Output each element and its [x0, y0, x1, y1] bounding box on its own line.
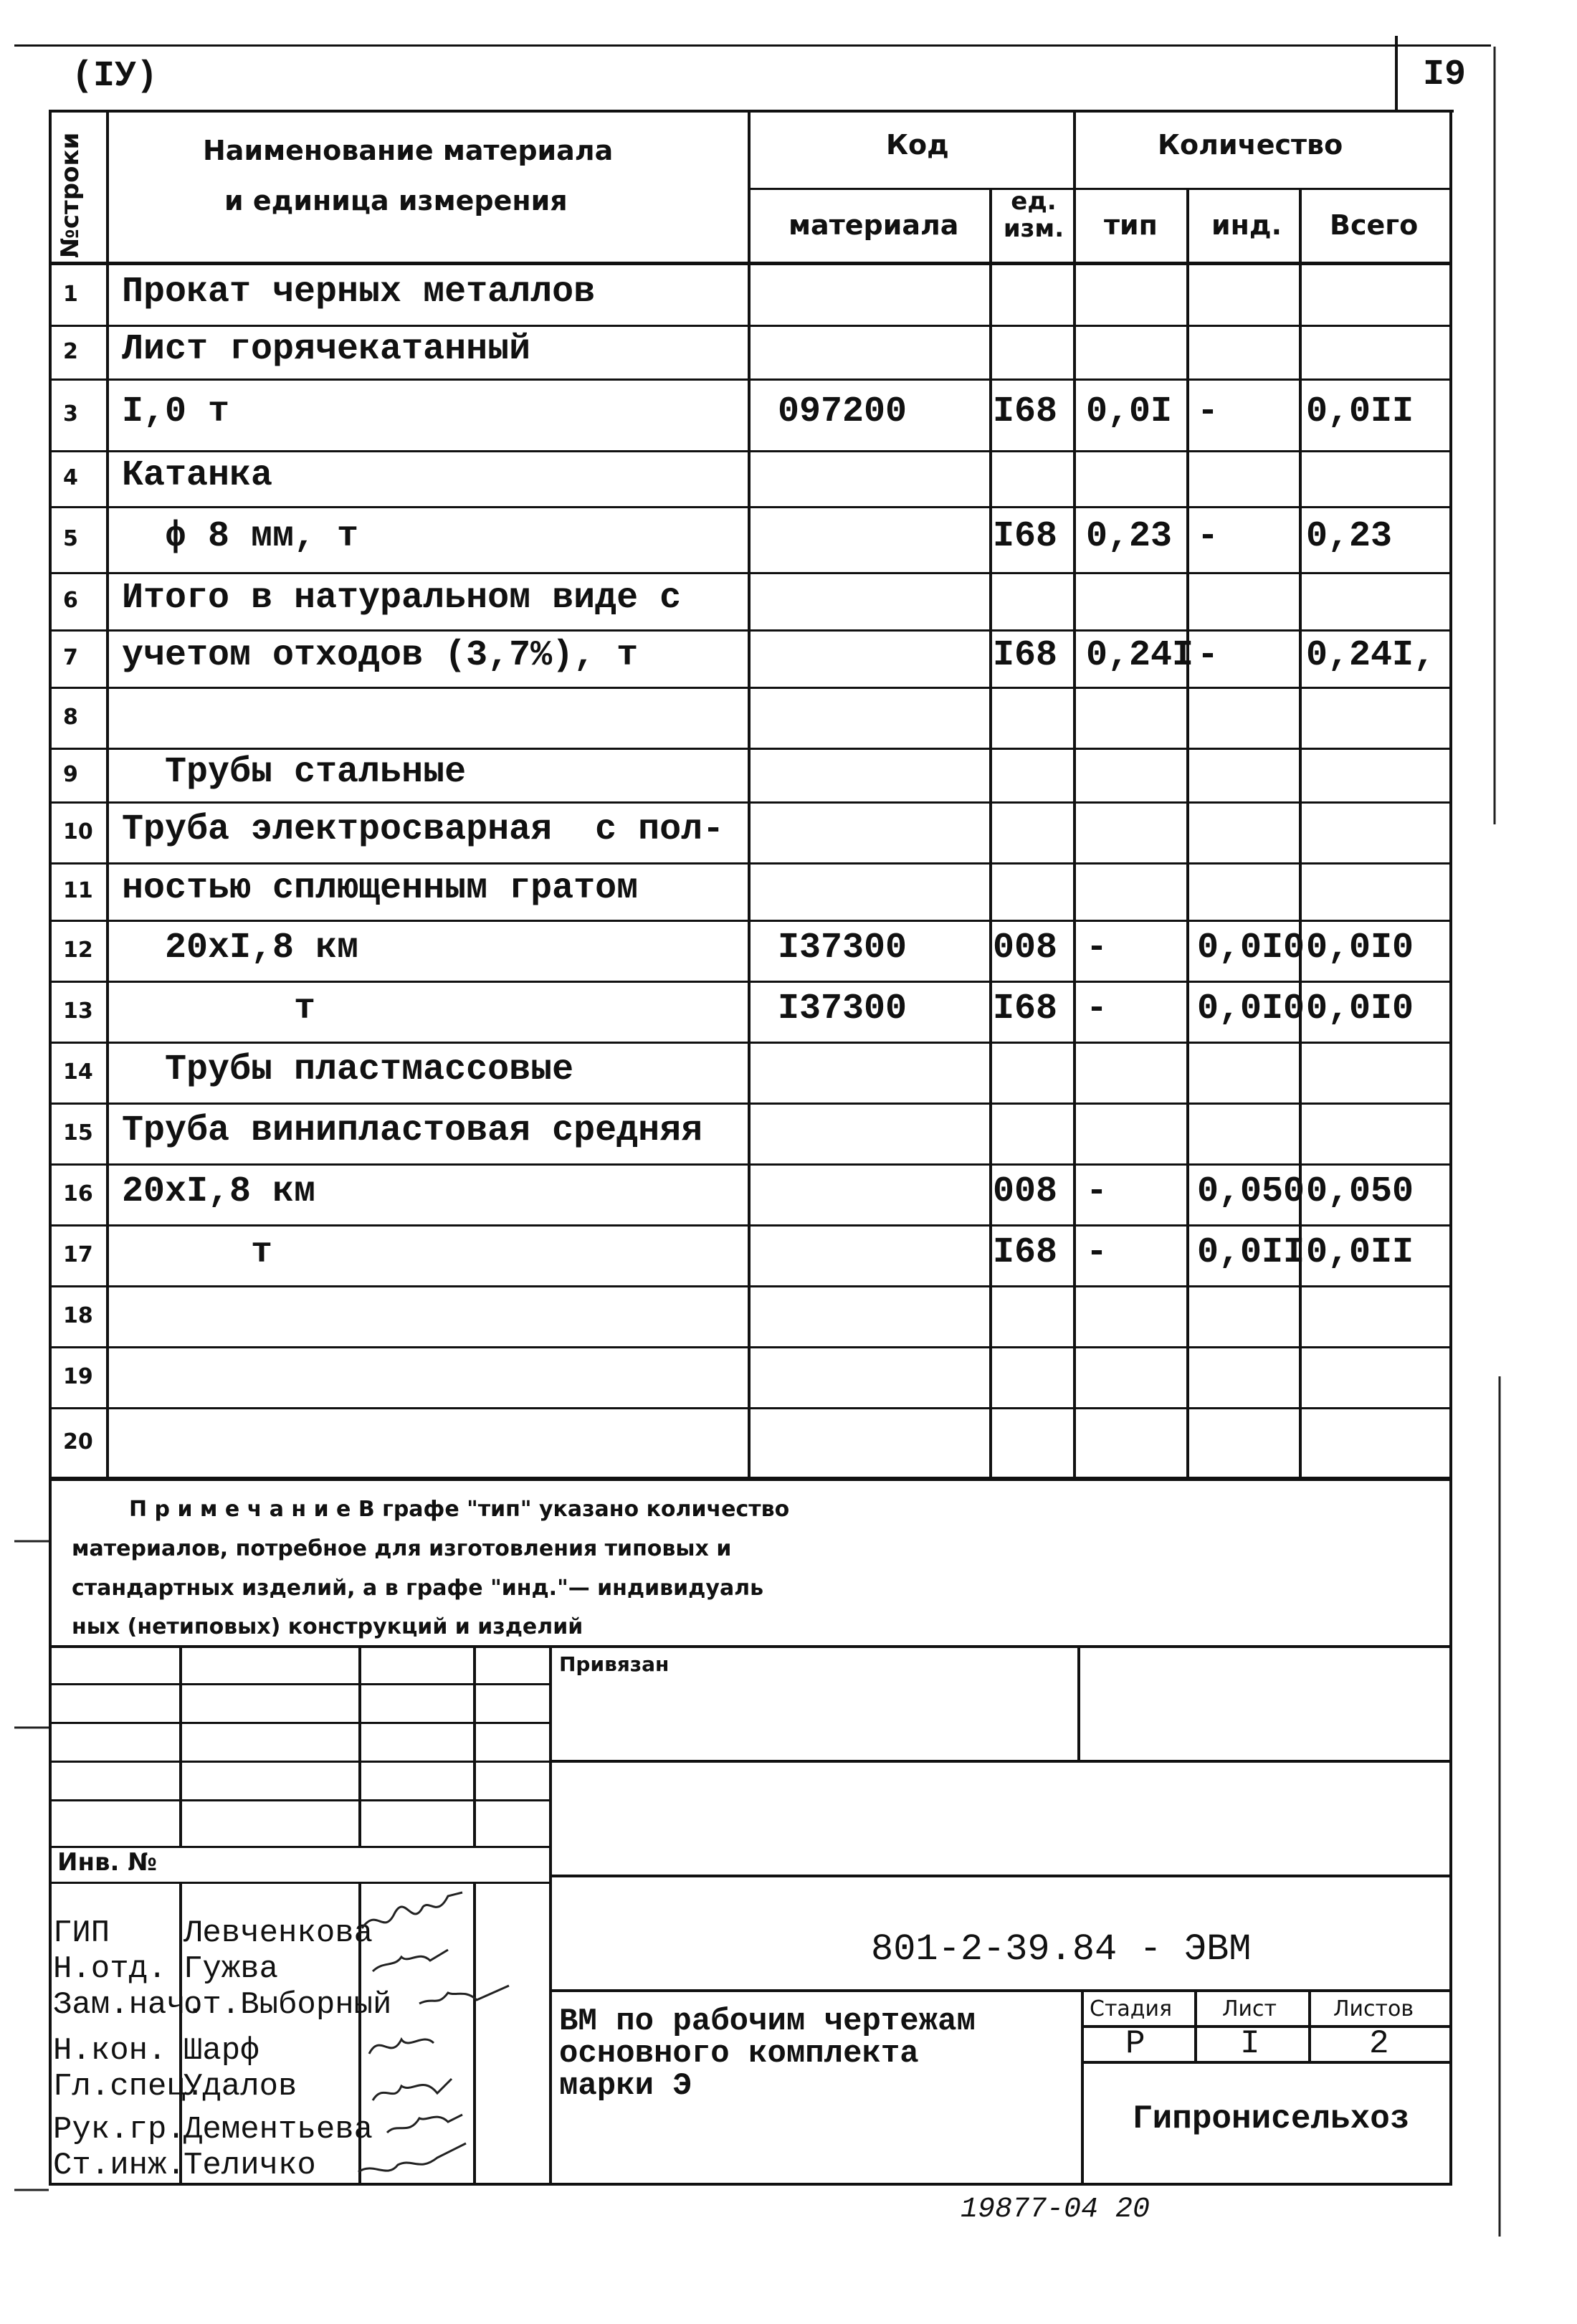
signer-name: Теличко — [184, 2148, 316, 2183]
row-number: 7 — [63, 645, 78, 670]
cell-name: т — [122, 1232, 273, 1273]
cell-type: - — [1086, 1171, 1108, 1212]
signature-6 — [387, 2115, 462, 2133]
col-qty-ind-header: инд. — [1211, 209, 1282, 241]
cell-ind: 0,050 — [1197, 1171, 1305, 1212]
description-line-1: ВМ по рабочим чертежам — [559, 2004, 976, 2039]
note-line-1: П р и м е ч а н и е В графе "тип" указано количество — [129, 1497, 790, 1522]
signature-3 — [419, 1986, 509, 2004]
cell-unit: I68 — [993, 1232, 1058, 1273]
col-row-no-header: №строки — [56, 132, 85, 258]
col-qty-type-header: тип — [1104, 209, 1158, 241]
stage-label: Стадия — [1090, 1996, 1173, 2021]
organization-name: Гипронисельхоз — [1133, 2100, 1410, 2138]
sheets-value: 2 — [1369, 2025, 1389, 2062]
cell-name: Труба электросварная с пол- — [122, 809, 725, 850]
signature-5 — [373, 2079, 452, 2100]
signer-name: Удалов — [184, 2069, 297, 2105]
row-number: 10 — [63, 819, 93, 844]
row-number: 16 — [63, 1181, 93, 1206]
row-number: 18 — [63, 1303, 93, 1328]
cell-total: 0,050 — [1306, 1171, 1414, 1212]
row-number: 4 — [63, 465, 78, 490]
cell-name: ϕ 8 мм, т — [122, 516, 359, 557]
col-name-header-line2: и единица измерения — [224, 185, 568, 216]
cell-ind: - — [1197, 516, 1219, 557]
signer-role: ГИП — [53, 1915, 110, 1951]
sheet-value: I — [1240, 2025, 1260, 2062]
stage-value: Р — [1125, 2025, 1145, 2062]
signer-name: от.Выборный — [184, 1987, 392, 2023]
cell-unit: 008 — [993, 927, 1058, 968]
row-number: 19 — [63, 1363, 93, 1389]
cell-name: Труба винипластовая средняя — [122, 1110, 703, 1151]
row-number: 5 — [63, 526, 78, 551]
signer-name: Гужва — [184, 1951, 279, 1987]
cell-code: I37300 — [778, 927, 907, 968]
signer-role: Н.отд. — [53, 1951, 167, 1987]
cell-name: Лист горячекатанный — [122, 328, 531, 370]
row-number: 2 — [63, 338, 78, 364]
sheets-label: Листов — [1333, 1996, 1414, 2021]
cell-total: 0,0I0 — [1306, 988, 1414, 1029]
row-number: 8 — [63, 704, 78, 730]
cell-type: 0,24I — [1086, 635, 1194, 676]
section-label: (IУ) — [72, 56, 158, 97]
signature-4 — [369, 2039, 434, 2054]
signature-1 — [362, 1892, 462, 1928]
signer-role: Гл.спец. — [53, 2069, 205, 2105]
col-code-group-header: Код — [886, 129, 949, 161]
col-name-header-line1: Наименование материала — [203, 135, 614, 166]
cell-name: Трубы пластмассовые — [122, 1049, 574, 1090]
sheet-number: I9 — [1423, 54, 1467, 95]
signer-name: Дементьева — [184, 2112, 373, 2148]
footer-stamp: 19877-04 20 — [961, 2194, 1150, 2226]
cell-name: учетом отходов (3,7%), т — [122, 635, 639, 676]
cell-ind: 0,0I0 — [1197, 988, 1305, 1029]
cell-name: ностью сплющенным гратом — [122, 868, 639, 909]
cell-ind: 0,0I0 — [1197, 927, 1305, 968]
cell-ind: 0,0II — [1197, 1232, 1305, 1273]
row-number: 15 — [63, 1120, 93, 1146]
cell-code: I37300 — [778, 988, 907, 1029]
description-line-3: марки Э — [559, 2068, 692, 2104]
cell-type: - — [1086, 988, 1108, 1029]
col-code-unit-header: ед. изм. — [1003, 187, 1064, 243]
row-number: 6 — [63, 588, 78, 613]
cell-unit: I68 — [993, 516, 1058, 557]
col-code-material-header: материала — [788, 209, 959, 241]
cell-ind: - — [1197, 635, 1219, 676]
document-code: 801-2-39.84 - ЭВМ — [871, 1928, 1252, 1971]
row-number: 3 — [63, 401, 78, 427]
row-number: 14 — [63, 1059, 93, 1085]
cell-name: Прокат черных металлов — [122, 271, 596, 313]
cell-name: т — [122, 988, 316, 1029]
signature-7 — [358, 2143, 466, 2172]
signature-2 — [373, 1950, 448, 1971]
row-number: 13 — [63, 998, 93, 1024]
col-qty-total-header: Всего — [1330, 209, 1419, 241]
row-number: 9 — [63, 761, 78, 787]
cell-type: 0,0I — [1086, 391, 1173, 432]
cell-code: 097200 — [778, 391, 907, 432]
signer-role: Н.кон. — [53, 2033, 167, 2069]
description-line-2: основного комплекта — [559, 2036, 919, 2072]
cell-type: 0,23 — [1086, 516, 1173, 557]
cell-unit: I68 — [993, 391, 1058, 432]
cell-total: 0,24I, — [1306, 635, 1436, 676]
note-line-4: ных (нетиповых) конструкций и изделий — [72, 1614, 583, 1639]
row-number: 17 — [63, 1242, 93, 1267]
cell-total: 0,0I0 — [1306, 927, 1414, 968]
signer-role: Зам.нач. — [53, 1987, 205, 2023]
row-number: 12 — [63, 937, 93, 963]
cell-unit: I68 — [993, 635, 1058, 676]
note-line-3: стандартных изделий, а в графе "инд."— индивидуаль — [72, 1576, 764, 1601]
cell-name: I,0 т — [122, 391, 230, 432]
sheet-label: Лист — [1222, 1996, 1277, 2021]
cell-name: Катанка — [122, 455, 273, 496]
signer-role: Ст.инж. — [53, 2148, 186, 2183]
cell-name: Итого в натуральном виде с — [122, 578, 682, 619]
row-number: 20 — [63, 1429, 93, 1454]
note-line-2: материалов, потребное для изготовления типовых и — [72, 1536, 732, 1561]
cell-type: - — [1086, 1232, 1108, 1273]
row-number: 1 — [63, 281, 78, 307]
cell-ind: - — [1197, 391, 1219, 432]
cell-name: 20хI,8 км — [122, 1171, 316, 1212]
tied-label: Привязан — [559, 1652, 670, 1676]
cell-total: 0,0II — [1306, 1232, 1414, 1273]
row-number: 11 — [63, 878, 93, 903]
cell-type: - — [1086, 927, 1108, 968]
col-qty-group-header: Количество — [1158, 129, 1343, 161]
signer-name: Шарф — [184, 2033, 259, 2069]
cell-total: 0,23 — [1306, 516, 1393, 557]
cell-name: 20хI,8 км — [122, 927, 359, 968]
cell-unit: I68 — [993, 988, 1058, 1029]
signer-role: Рук.гр. — [53, 2112, 186, 2148]
cell-unit: 008 — [993, 1171, 1058, 1212]
cell-total: 0,0II — [1306, 391, 1414, 432]
inventory-label: Инв. № — [57, 1848, 158, 1877]
cell-name: Трубы стальные — [122, 751, 467, 793]
signer-name: Левченкова — [184, 1915, 373, 1951]
